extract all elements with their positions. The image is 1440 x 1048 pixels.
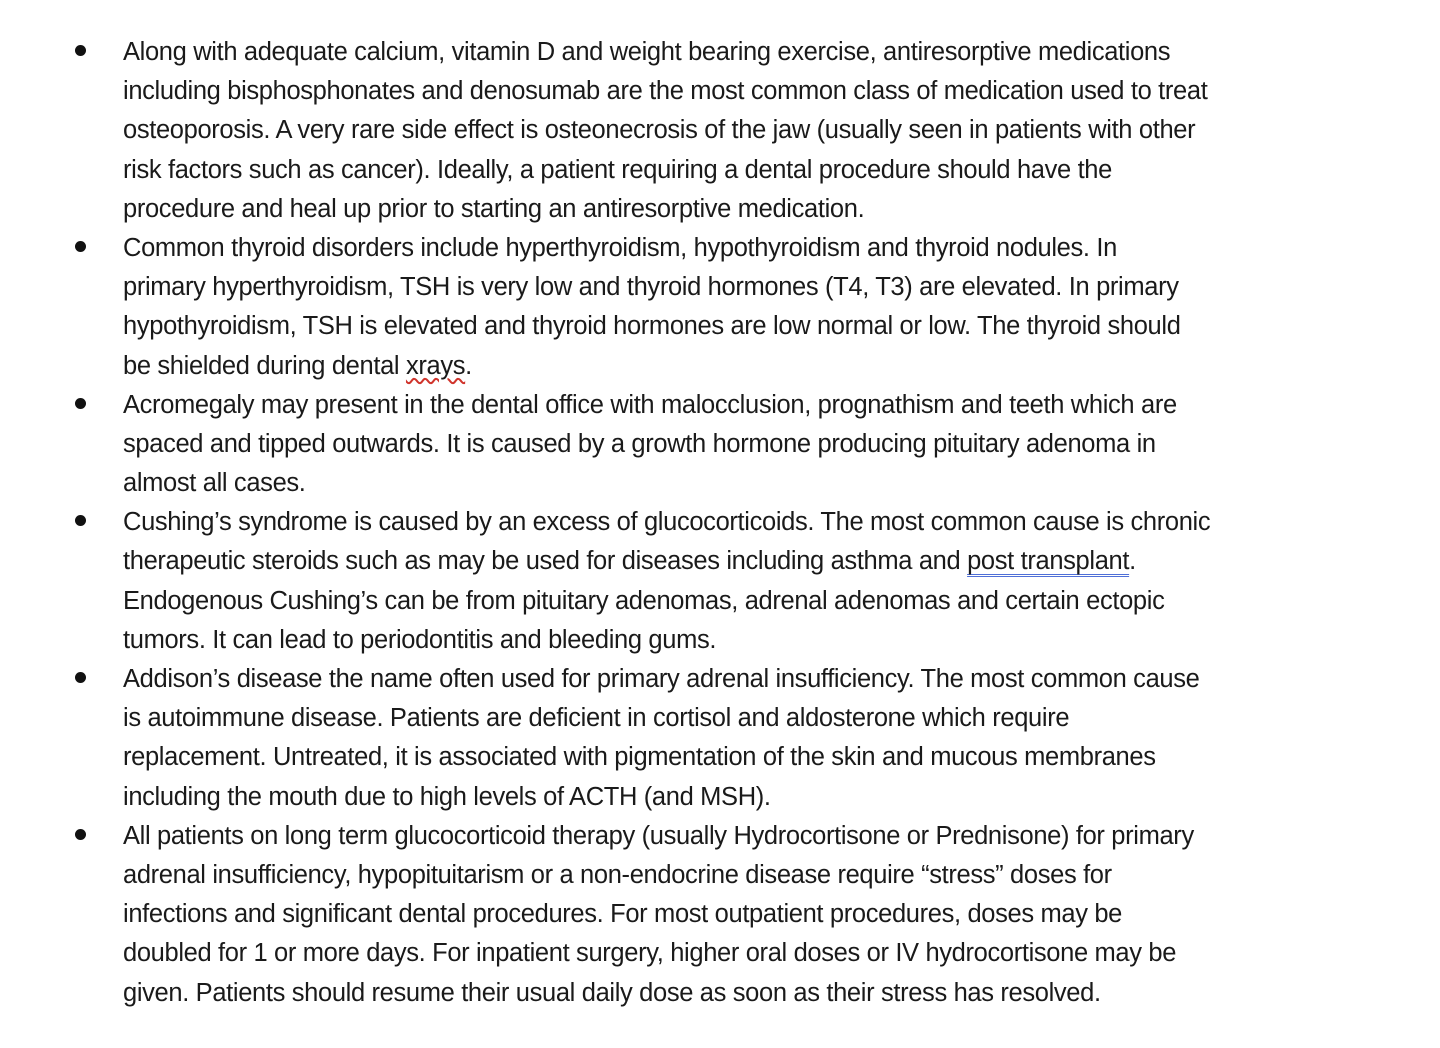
bullet-list bbox=[0, 33, 1440, 1013]
bullet-icon bbox=[75, 45, 86, 56]
bullet-icon bbox=[75, 515, 86, 526]
text-line: Addison’s disease the name often used for primary adrenal insufficiency. The most common cause bbox=[123, 665, 1200, 693]
list-item bbox=[0, 386, 1333, 504]
text-line: spaced and tipped outwards. It is caused by a growth hormone producing pituitary adenoma in bbox=[123, 429, 1156, 458]
text-line bbox=[123, 347, 1333, 386]
document-body bbox=[0, 33, 1440, 1013]
text-line: Endogenous Cushing’s can be from pituitary adenomas, adrenal adenomas and certain ectopic bbox=[123, 586, 1165, 615]
text-line: primary hyperthyroidism, TSH is very low and thyroid hormones (T4, T3) are elevated. In primary bbox=[123, 273, 1179, 302]
text-line: adrenal insufficiency, hypopituitarism or a non-endocrine disease require “stress” doses for bbox=[123, 860, 1112, 889]
text-segment: . bbox=[1129, 547, 1136, 576]
text-line: is autoimmune disease. Patients are deficient in cortisol and aldosterone which require bbox=[123, 704, 1070, 733]
spelling-flagged-word[interactable]: xrays bbox=[405, 351, 466, 380]
bullet-icon bbox=[75, 398, 86, 409]
text-line: procedure and heal up prior to starting an antiresorptive medication. bbox=[123, 194, 865, 223]
list-item bbox=[0, 660, 1333, 817]
text-line: osteoporosis. A very rare side effect is osteonecrosis of the jaw (usually seen in patients with other bbox=[123, 116, 1196, 145]
text-line: replacement. Untreated, it is associated with pigmentation of the skin and mucous membranes bbox=[123, 743, 1156, 772]
text-line: tumors. It can lead to periodontitis and bleeding gums. bbox=[123, 625, 717, 654]
text-line: infections and significant dental procedures. For most outpatient procedures, doses may be bbox=[123, 900, 1122, 929]
list-item bbox=[0, 503, 1333, 660]
bullet-icon bbox=[75, 672, 86, 683]
text-line: including the mouth due to high levels of ACTH (and MSH). bbox=[123, 782, 771, 811]
text-line bbox=[123, 542, 1333, 581]
list-item bbox=[0, 33, 1333, 229]
list-item bbox=[0, 817, 1333, 1013]
text-line: All patients on long term glucocorticoid therapy (usually Hydrocortisone or Prednisone) for primary bbox=[123, 821, 1194, 850]
text-segment: therapeutic steroids such as may be used for diseases including asthma and bbox=[123, 547, 968, 576]
grammar-flagged-phrase[interactable]: post transplant bbox=[967, 547, 1130, 576]
bullet-icon bbox=[75, 241, 86, 252]
text-line: Cushing’s syndrome is caused by an excess of glucocorticoids. The most common cause is chronic bbox=[123, 508, 1211, 537]
list-item bbox=[0, 229, 1333, 386]
text-line: Acromegaly may present in the dental office with malocclusion, prognathism and teeth which are bbox=[123, 390, 1177, 419]
text-segment: . bbox=[465, 351, 472, 380]
bullet-icon bbox=[75, 829, 86, 840]
text-line: doubled for 1 or more days. For inpatient surgery, higher oral doses or IV hydrocortisone may be bbox=[123, 939, 1177, 968]
text-line: Common thyroid disorders include hyperthyroidism, hypothyroidism and thyroid nodules. In bbox=[123, 233, 1117, 262]
text-segment: be shielded during dental bbox=[123, 351, 406, 380]
text-line: Along with adequate calcium, vitamin D and weight bearing exercise, antiresorptive medications bbox=[123, 38, 1171, 66]
text-line: risk factors such as cancer). Ideally, a patient requiring a dental procedure should have the bbox=[123, 155, 1112, 184]
text-line: including bisphosphonates and denosumab are the most common class of medication used to treat bbox=[123, 77, 1208, 106]
text-line: almost all cases. bbox=[123, 469, 306, 498]
text-line: given. Patients should resume their usual daily dose as soon as their stress has resolved. bbox=[123, 978, 1101, 1007]
text-line: hypothyroidism, TSH is elevated and thyroid hormones are low normal or low. The thyroid should bbox=[123, 312, 1181, 341]
